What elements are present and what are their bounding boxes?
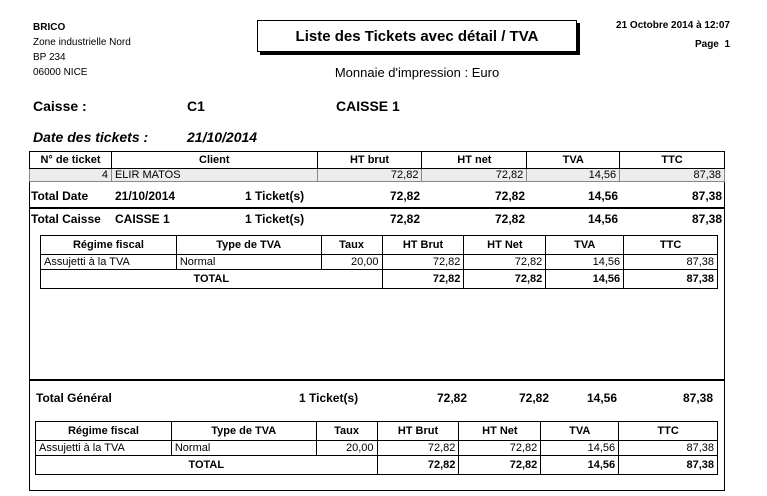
col-ttc: TTC [620, 152, 725, 169]
company-city: 06000 NICE [33, 67, 88, 78]
col-regime: Régime fiscal [36, 422, 172, 441]
vat-total-ht-brut: 72,82 [382, 270, 464, 289]
report-title: Liste des Tickets avec détail / TVA [257, 20, 577, 52]
vat-type: Normal [176, 255, 321, 270]
col-client: Client [111, 152, 317, 169]
total-caisse-ttc: 87,38 [691, 212, 722, 226]
vat-total-tva: 14,56 [541, 456, 619, 475]
vat-ttc: 87,38 [624, 255, 718, 270]
company-block [33, 20, 131, 80]
col-type-tva: Type de TVA [171, 422, 316, 441]
vat-table-caisse [40, 235, 718, 289]
vat-tva: 14,56 [541, 441, 619, 456]
total-date-count: 1 Ticket(s) [245, 189, 305, 203]
col-ht-brut: HT Brut [382, 236, 464, 255]
currency-label: Monnaie d'impression : Euro [334, 65, 500, 80]
vat-taux: 20,00 [316, 441, 377, 456]
ticket-ttc: 87,38 [620, 169, 725, 182]
caisse-name: CAISSE 1 [336, 98, 400, 114]
total-caisse-count: 1 Ticket(s) [245, 212, 305, 226]
company-address-2: BP 234 [33, 52, 66, 63]
col-ticket-number: N° de ticket [30, 152, 112, 169]
vat-total-ttc: 87,38 [624, 270, 718, 289]
vat-total-row [36, 456, 718, 475]
vat-ttc: 87,38 [619, 441, 718, 456]
col-ttc: TTC [619, 422, 718, 441]
vat-total-label: TOTAL [36, 456, 378, 475]
total-caisse-name: CAISSE 1 [115, 212, 170, 226]
ticket-ht-net: 72,82 [422, 169, 527, 182]
divider [29, 379, 725, 381]
ticket-tva: 14,56 [527, 169, 620, 182]
col-ht-brut: HT Brut [377, 422, 459, 441]
total-caisse-label: Total Caisse [31, 212, 101, 226]
col-tva: TVA [527, 152, 620, 169]
total-date-label: Total Date [31, 189, 89, 203]
col-regime: Régime fiscal [41, 236, 177, 255]
col-ht-net: HT net [422, 152, 527, 169]
vat-header-row [41, 236, 718, 255]
total-general-ht-brut: 72,82 [436, 391, 467, 405]
table-row[interactable] [30, 169, 725, 182]
col-type-tva: Type de TVA [176, 236, 321, 255]
company-address-1: Zone industrielle Nord [33, 37, 131, 48]
col-tva: TVA [541, 422, 619, 441]
col-ht-net: HT Net [464, 236, 546, 255]
company-name: BRICO [33, 22, 66, 33]
total-general-count: 1 Ticket(s) [299, 391, 359, 405]
total-date-ht-brut: 72,82 [389, 189, 420, 203]
tickets-header-row [30, 152, 725, 169]
col-ht-brut: HT brut [317, 152, 422, 169]
vat-total-ht-net: 72,82 [464, 270, 546, 289]
total-date-row [29, 186, 725, 206]
vat-total-row [41, 270, 718, 289]
total-caisse-row [29, 209, 725, 229]
total-caisse-tva: 14,56 [587, 212, 618, 226]
vat-total-label: TOTAL [41, 270, 383, 289]
total-date-ht-net: 72,82 [494, 189, 525, 203]
vat-type: Normal [171, 441, 316, 456]
vat-total-ht-brut: 72,82 [377, 456, 459, 475]
vat-total-ht-net: 72,82 [459, 456, 541, 475]
total-general-ht-net: 72,82 [518, 391, 549, 405]
total-general-ttc: 87,38 [682, 391, 713, 405]
vat-ht-brut: 72,82 [377, 441, 459, 456]
vat-regime: Assujetti à la TVA [41, 255, 177, 270]
col-ttc: TTC [624, 236, 718, 255]
total-general-tva: 14,56 [586, 391, 617, 405]
ticket-client: ELIR MATOS [111, 169, 317, 182]
total-date-ttc: 87,38 [691, 189, 722, 203]
total-general-row [29, 388, 725, 408]
caisse-code: C1 [187, 98, 205, 114]
total-date-date: 21/10/2014 [115, 189, 176, 203]
table-row [36, 441, 718, 456]
col-tva: TVA [546, 236, 624, 255]
col-taux: Taux [316, 422, 377, 441]
vat-taux: 20,00 [321, 255, 382, 270]
vat-total-tva: 14,56 [546, 270, 624, 289]
vat-ht-net: 72,82 [459, 441, 541, 456]
page-label: Page [694, 39, 719, 50]
tickets-table [29, 151, 725, 182]
col-ht-net: HT Net [459, 422, 541, 441]
total-date-tva: 14,56 [587, 189, 618, 203]
table-row [41, 255, 718, 270]
date-tickets-value: 21/10/2014 [187, 129, 258, 145]
ticket-ht-brut: 72,82 [317, 169, 422, 182]
vat-total-ttc: 87,38 [619, 456, 718, 475]
vat-regime: Assujetti à la TVA [36, 441, 172, 456]
page-number: 1 [724, 39, 730, 50]
caisse-label: Caisse : [33, 98, 87, 114]
print-datetime: 21 Octobre 2014 à 12:07 [616, 20, 730, 31]
col-taux: Taux [321, 236, 382, 255]
vat-table-general [35, 421, 718, 475]
page-indicator [560, 39, 730, 50]
date-tickets-label: Date des tickets : [33, 129, 149, 145]
vat-ht-net: 72,82 [464, 255, 546, 270]
total-caisse-ht-brut: 72,82 [389, 212, 420, 226]
total-general-label: Total Général [36, 391, 112, 405]
vat-header-row [36, 422, 718, 441]
vat-ht-brut: 72,82 [382, 255, 464, 270]
ticket-number: 4 [30, 169, 112, 182]
vat-tva: 14,56 [546, 255, 624, 270]
total-caisse-ht-net: 72,82 [494, 212, 525, 226]
